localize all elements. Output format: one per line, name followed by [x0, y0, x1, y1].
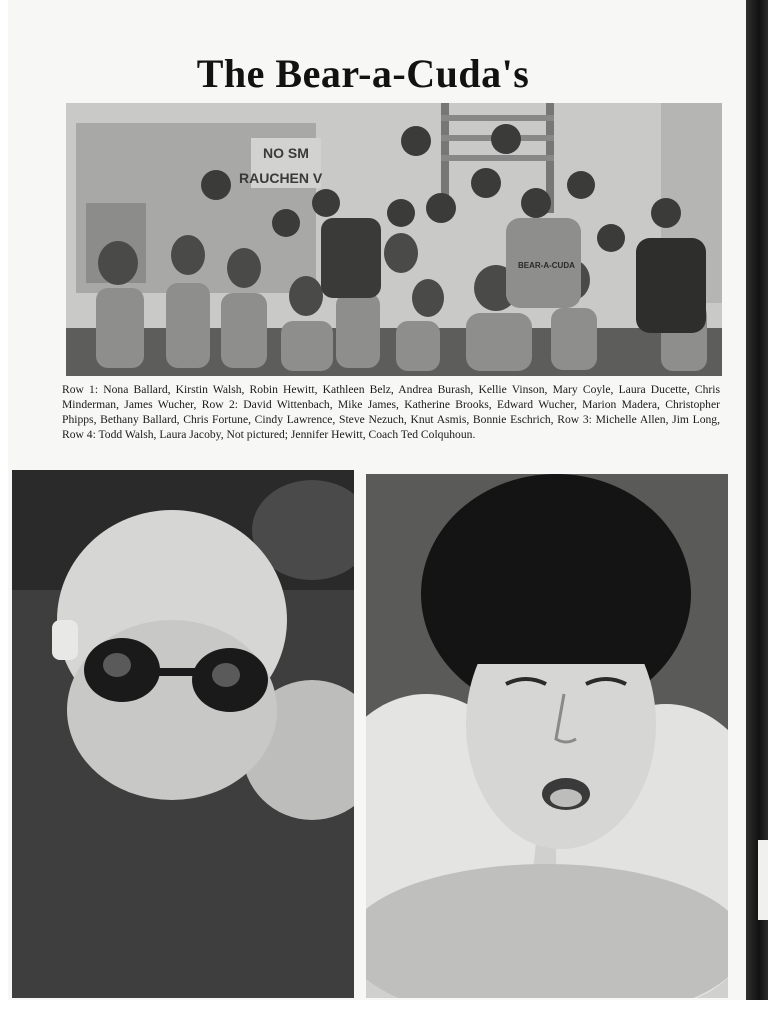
page-title: The Bear-a-Cuda's — [196, 51, 530, 96]
swimmer-breathing-photo — [366, 474, 728, 998]
team-roster-caption: Row 1: Nona Ballard, Kirstin Walsh, Robin Hewitt, Kathleen Belz, Andrea Burash, Kellie Vinson, Mary Coyle, Laura Ducette, Chris Minderman, James Wucher, Row 2: David Wittenbach, Mike James, Katherine Brooks, Edward Wucher, Marion Madera, Christopher Phipps, Bethany Ballard, Chris Fortune, Cindy Lawrence, Steve Nezuch, Knut Asmis, Bonnie Eschrich, Row 3: Michelle Allen, Jim Long, Row 4: Todd Walsh, Laura Jacoby, Not pictured; Jennifer Hewitt, Coach Ted Colquhoun. — [62, 383, 720, 441]
sign-text-1: NO SM — [263, 145, 309, 161]
team-group-photo — [66, 103, 722, 376]
sign-text-2: RAUCHEN V — [239, 170, 323, 186]
page-binding-tab — [758, 840, 768, 920]
breathing-photo-illustration — [366, 474, 728, 998]
goggles-photo-illustration — [12, 470, 354, 998]
team-photo-illustration — [66, 103, 722, 376]
swimmer-goggles-photo — [12, 470, 354, 998]
shirt-text: BEAR-A-CUDA — [518, 261, 575, 270]
yearbook-page — [8, 0, 748, 1000]
